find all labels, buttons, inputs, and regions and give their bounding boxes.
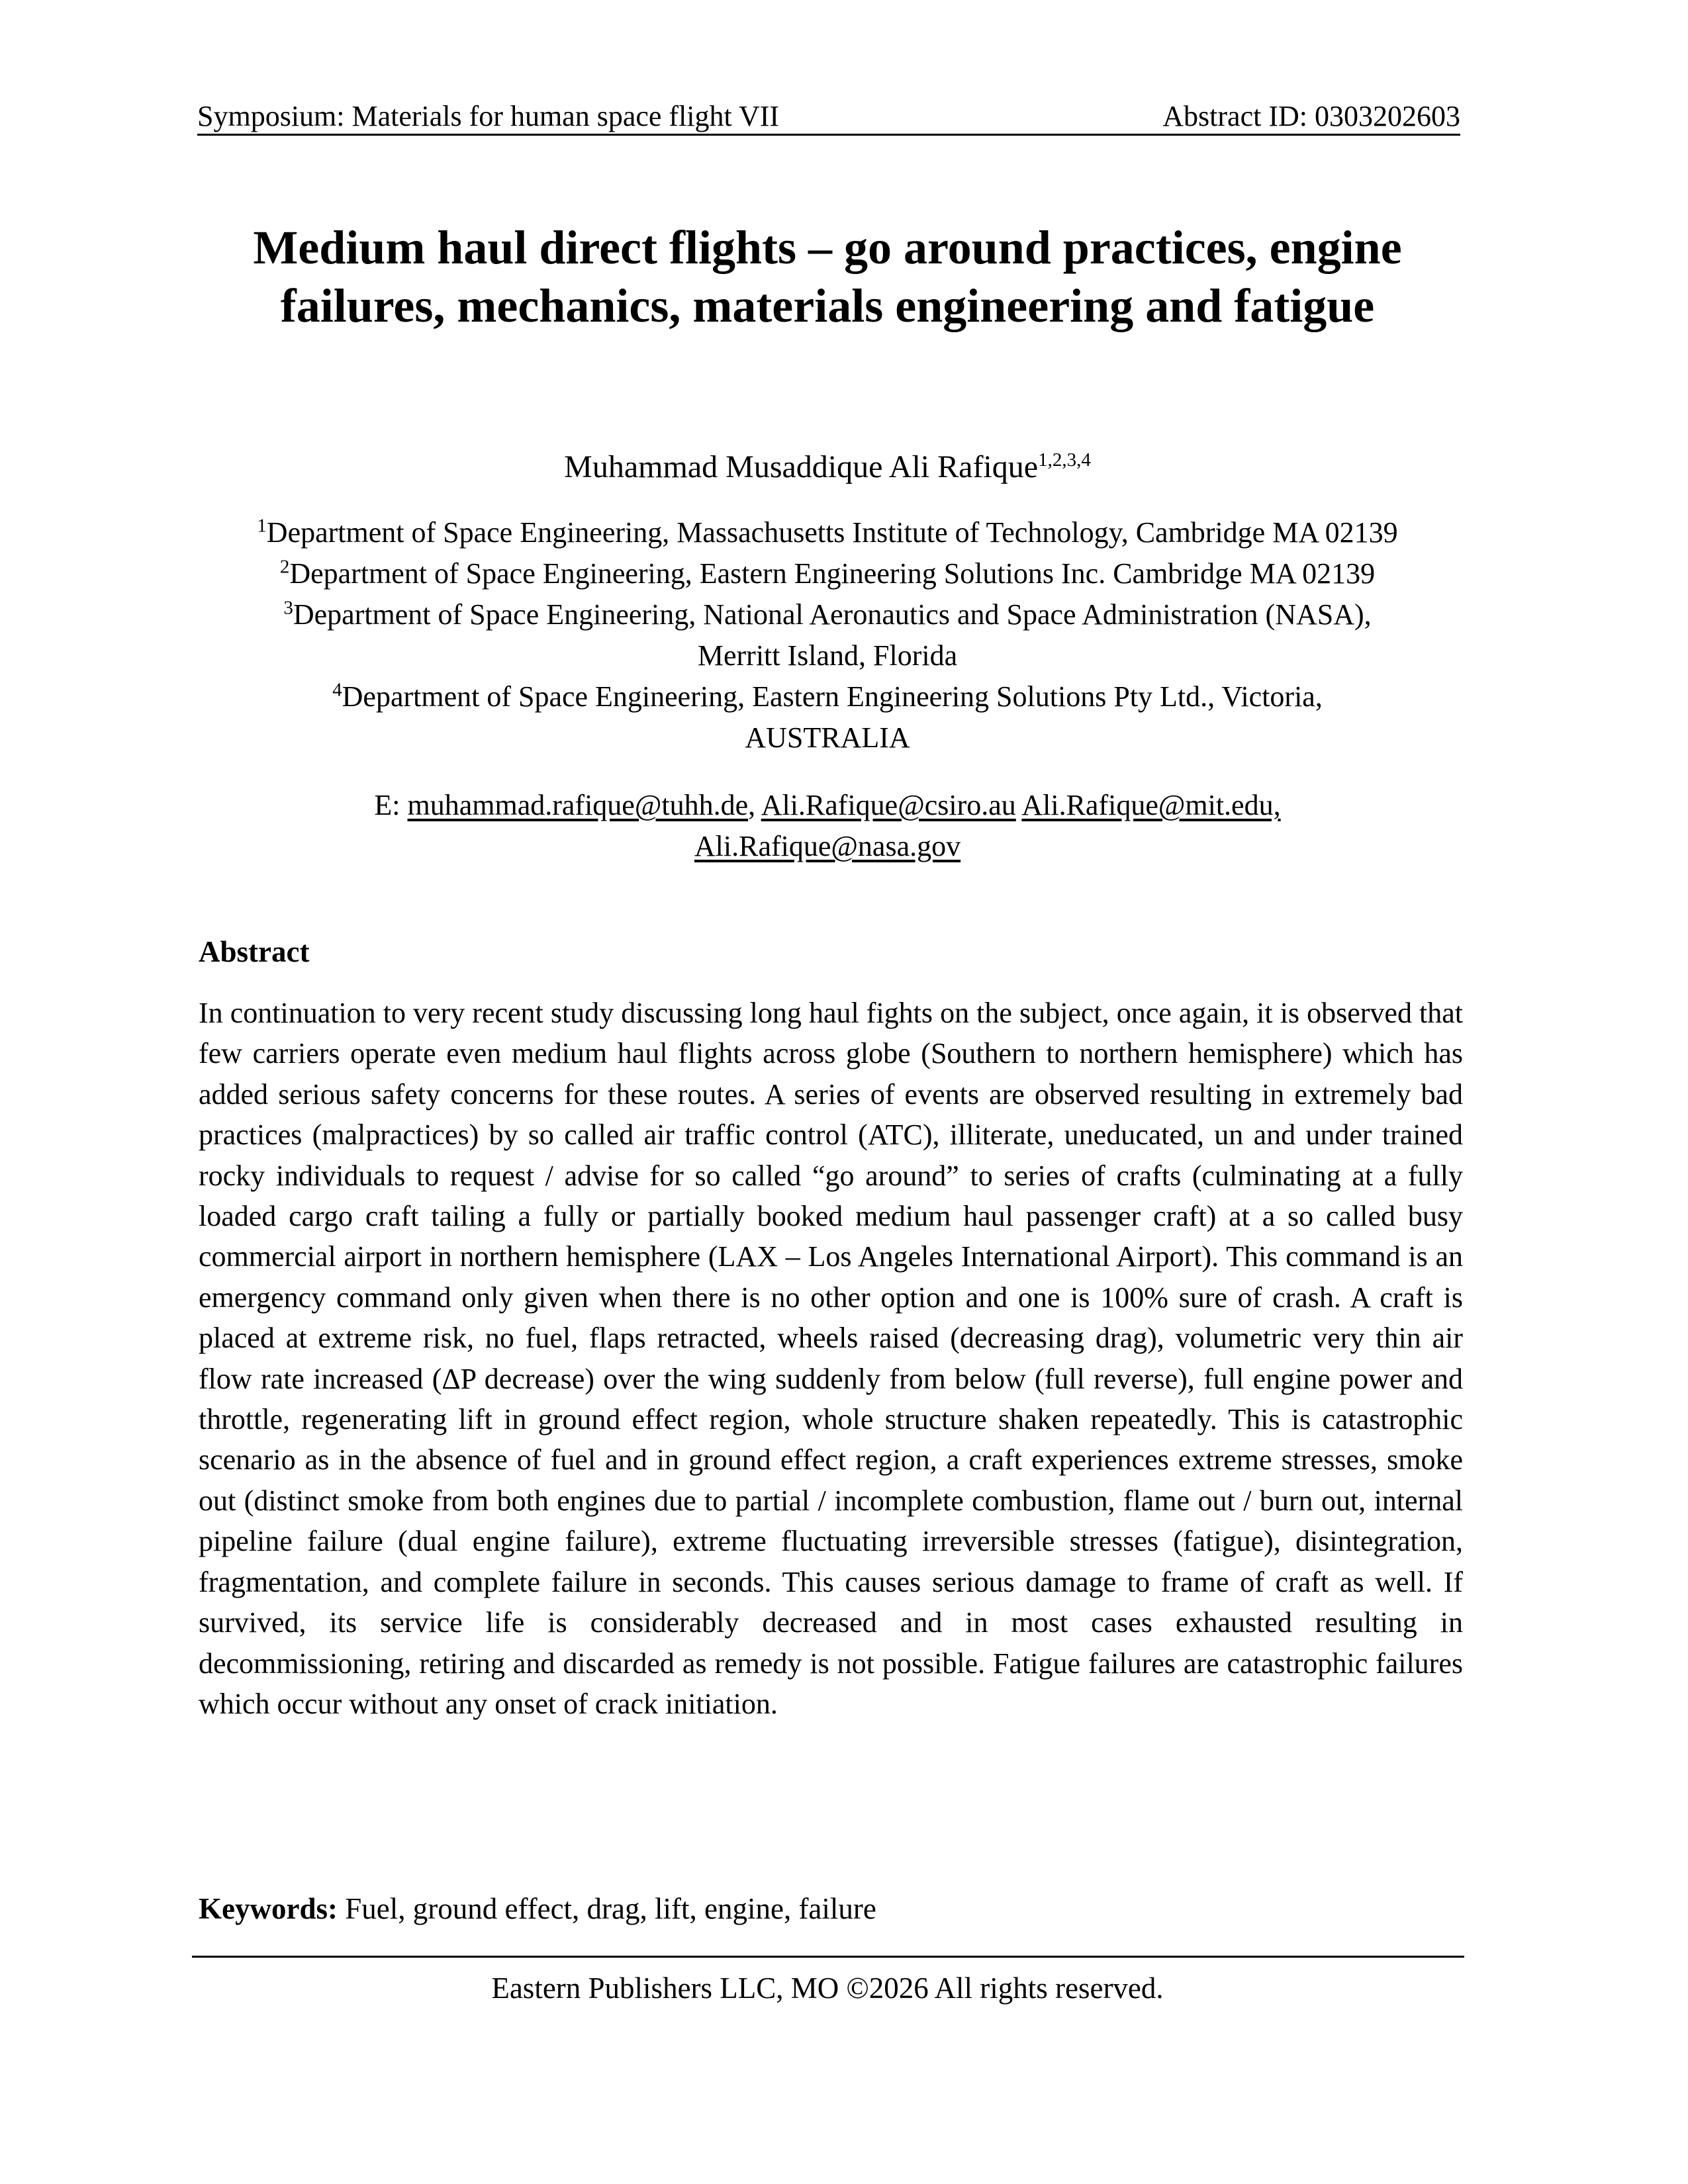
- abstract-id: Abstract ID: 0303202603: [1162, 100, 1460, 132]
- email-prefix: E:: [374, 789, 408, 821]
- author-name: Muhammad Musaddique Ali Rafique: [564, 449, 1039, 484]
- affiliation-2: [172, 553, 1483, 594]
- affiliation-3: [172, 594, 1483, 676]
- affiliation-text: Department of Space Engineering, Massachusetts Institute of Technology, Cambridge MA 02139: [266, 516, 1398, 549]
- running-header: [197, 99, 1460, 136]
- title-line-2: failures, mechanics, materials engineering and fatigue: [280, 279, 1375, 332]
- affiliation-text-continued: Merritt Island, Florida: [697, 639, 958, 672]
- symposium-name: Symposium: Materials for human space flight VII: [197, 100, 780, 132]
- affiliation-1: [172, 512, 1483, 553]
- keywords-text: Fuel, ground effect, drag, lift, engine, failure: [337, 1892, 876, 1925]
- affiliation-text: Department of Space Engineering, Eastern Engineering Solutions Pty Ltd., Victoria,: [342, 680, 1323, 713]
- email-link-mit[interactable]: Ali.Rafique@mit.edu,: [1021, 789, 1281, 821]
- author-affiliation-marks: 1,2,3,4: [1038, 449, 1091, 471]
- author-line: [199, 447, 1456, 487]
- affiliation-text-continued: AUSTRALIA: [745, 721, 910, 754]
- affiliations: [172, 512, 1483, 758]
- affiliation-mark: 1: [257, 515, 267, 537]
- email-block: E: muhammad.rafique@tuhh.de, Ali.Rafique@csiro.au Ali.Rafique@mit.edu, Ali.Rafique@nasa.gov: [374, 789, 1281, 862]
- paper-title: [199, 218, 1456, 335]
- abstract-heading: Abstract: [199, 935, 310, 968]
- affiliation-mark: 3: [283, 597, 293, 619]
- keywords-label: Keywords:: [199, 1892, 338, 1925]
- email-link-tuhh[interactable]: muhammad.rafique@tuhh.de: [407, 789, 749, 821]
- affiliation-mark: 2: [279, 556, 290, 578]
- title-line-1: Medium haul direct flights – go around practices, engine: [253, 221, 1402, 274]
- affiliation-mark: 4: [332, 679, 342, 701]
- copyright-footer: Eastern Publishers LLC, MO ©2026 All rights reserved.: [491, 1972, 1164, 2005]
- affiliation-text: Department of Space Engineering, Eastern Engineering Solutions Inc. Cambridge MA 02139: [289, 557, 1376, 590]
- email-link-nasa[interactable]: Ali.Rafique@nasa.gov: [694, 830, 961, 862]
- affiliation-text: Department of Space Engineering, National Aeronautics and Space Administration (NASA),: [293, 598, 1372, 631]
- footer-divider: [192, 1956, 1464, 1958]
- abstract-body: In continuation to very recent study discussing long haul fights on the subject, once again, it is observed that few carriers operate even medium haul flights across globe (Southern to northern hemisphere) which has added serious safety concerns for these routes. A series of events are observed resulting in extremely bad practices (malpractices) by so called air traffic control (ATC), illiterate, uneducated, un and under trained rocky individuals to request / advise for so called “go around” to series of crafts (culminating at a fully loaded cargo craft tailing a fully or partially booked medium haul passenger craft) at a so called busy commercial airport in northern hemisphere (LAX – Los Angeles International Airport). This command is an emergency command only given when there is no other option and one is 100% sure of crash. A craft is placed at extreme risk, no fuel, flaps retracted, wheels raised (decreasing drag), volumetric very thin air flow rate increased (ΔP decrease) over the wing suddenly from below (full reverse), full engine power and throttle, regenerating lift in ground effect region, whole structure shaken repeatedly. This is catastrophic scenario as in the absence of fuel and in ground effect region, a craft experiences extreme stresses, smoke out (distinct smoke from both engines due to partial / incomplete combustion, flame out / burn out, internal pipeline failure (dual engine failure), extreme fluctuating irreversible stresses (fatigue), disintegration, fragmentation, and complete failure in seconds. This causes serious damage to frame of craft as well. If survived, its service life is considerably decreased and in most cases exhausted resulting in decommissioning, retiring and discarded as remedy is not possible. Fatigue failures are catastrophic failures which occur without any onset of crack initiation.: [199, 997, 1463, 1720]
- email-link-csiro[interactable]: Ali.Rafique@csiro.au: [761, 789, 1016, 821]
- keywords-line: [199, 1890, 876, 1927]
- affiliation-4: [172, 676, 1483, 758]
